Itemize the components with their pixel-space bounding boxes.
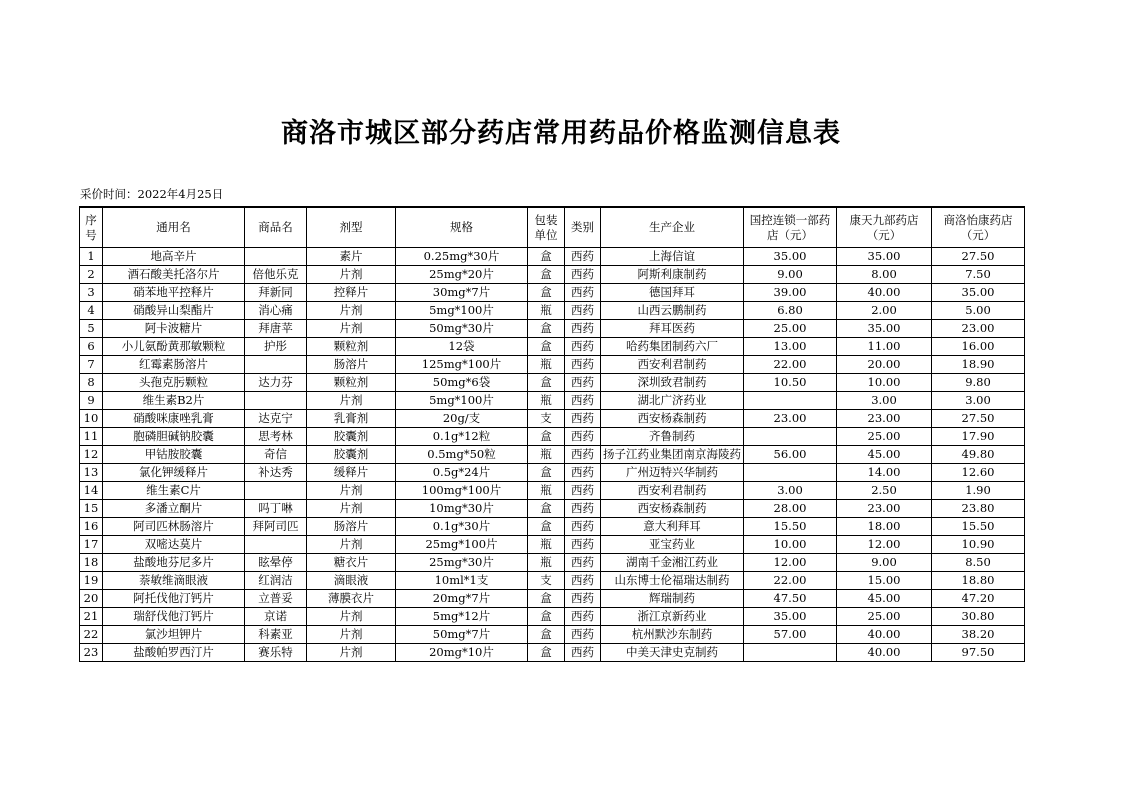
cell-price-kangtian: 45.00 — [837, 446, 932, 464]
cell-package-unit: 盒 — [528, 374, 565, 392]
table-row — [80, 608, 1025, 626]
cell-price-kangtian: 14.00 — [837, 464, 932, 482]
cell-manufacturer: 亚宝药业 — [601, 536, 744, 554]
document-title: 商洛市城区部分药店常用药品价格监测信息表 — [281, 118, 841, 149]
cell-manufacturer: 山东博士伦福瑞达制药 — [601, 572, 744, 590]
cell-package-unit: 盒 — [528, 626, 565, 644]
cell-category: 西药 — [565, 500, 601, 518]
cell-price-guokong: 10.00 — [744, 536, 837, 554]
cell-package-unit: 瓶 — [528, 554, 565, 572]
cell-brand-name: 拜新同 — [245, 284, 307, 302]
cell-price-guokong — [744, 392, 837, 410]
header-manufacturer: 生产企业 — [601, 207, 744, 248]
table-row — [80, 518, 1025, 536]
cell-package-unit: 盒 — [528, 518, 565, 536]
cell-package-unit: 瓶 — [528, 536, 565, 554]
cell-generic-name: 维生素C片 — [103, 482, 245, 500]
cell-index: 17 — [80, 536, 103, 554]
cell-price-yikang: 23.00 — [932, 320, 1025, 338]
cell-price-guokong: 39.00 — [744, 284, 837, 302]
cell-index: 15 — [80, 500, 103, 518]
cell-generic-name: 盐酸帕罗西汀片 — [103, 644, 245, 662]
cell-price-guokong: 15.50 — [744, 518, 837, 536]
cell-specification: 10mg*30片 — [396, 500, 528, 518]
cell-dosage-form: 胶囊剂 — [307, 446, 396, 464]
cell-package-unit: 盒 — [528, 284, 565, 302]
table-row — [80, 446, 1025, 464]
table-row — [80, 482, 1025, 500]
cell-index: 6 — [80, 338, 103, 356]
cell-category: 西药 — [565, 428, 601, 446]
cell-dosage-form: 颗粒剂 — [307, 338, 396, 356]
table-row — [80, 572, 1025, 590]
table-row — [80, 428, 1025, 446]
cell-price-yikang: 15.50 — [932, 518, 1025, 536]
cell-price-kangtian: 23.00 — [837, 500, 932, 518]
cell-price-yikang: 16.00 — [932, 338, 1025, 356]
cell-category: 西药 — [565, 608, 601, 626]
cell-specification: 25mg*30片 — [396, 554, 528, 572]
cell-price-kangtian: 40.00 — [837, 644, 932, 662]
cell-price-yikang: 17.90 — [932, 428, 1025, 446]
cell-price-guokong: 56.00 — [744, 446, 837, 464]
cell-specification: 125mg*100片 — [396, 356, 528, 374]
cell-manufacturer: 杭州默沙东制药 — [601, 626, 744, 644]
table-body — [80, 248, 1025, 662]
cell-manufacturer: 西安利君制药 — [601, 482, 744, 500]
cell-specification: 0.5g*24片 — [396, 464, 528, 482]
cell-manufacturer: 中美天津史克制药 — [601, 644, 744, 662]
table-row — [80, 338, 1025, 356]
cell-generic-name: 瑞舒伐他汀钙片 — [103, 608, 245, 626]
cell-manufacturer: 齐鲁制药 — [601, 428, 744, 446]
cell-package-unit: 瓶 — [528, 356, 565, 374]
cell-index: 10 — [80, 410, 103, 428]
cell-manufacturer: 意大利拜耳 — [601, 518, 744, 536]
cell-brand-name: 吗丁啉 — [245, 500, 307, 518]
header-dosage-form: 剂型 — [307, 207, 396, 248]
cell-index: 19 — [80, 572, 103, 590]
table-row — [80, 464, 1025, 482]
cell-generic-name: 头孢克肟颗粒 — [103, 374, 245, 392]
cell-price-guokong: 35.00 — [744, 608, 837, 626]
cell-price-kangtian: 3.00 — [837, 392, 932, 410]
cell-brand-name: 达力芬 — [245, 374, 307, 392]
cell-price-yikang: 10.90 — [932, 536, 1025, 554]
cell-price-yikang: 1.90 — [932, 482, 1025, 500]
cell-index: 3 — [80, 284, 103, 302]
cell-specification: 0.1g*12粒 — [396, 428, 528, 446]
cell-price-guokong: 25.00 — [744, 320, 837, 338]
cell-category: 西药 — [565, 644, 601, 662]
cell-manufacturer: 湖北广济药业 — [601, 392, 744, 410]
cell-manufacturer: 德国拜耳 — [601, 284, 744, 302]
cell-price-yikang: 18.80 — [932, 572, 1025, 590]
cell-manufacturer: 广州迈特兴华制药 — [601, 464, 744, 482]
cell-specification: 12袋 — [396, 338, 528, 356]
cell-specification: 50mg*30片 — [396, 320, 528, 338]
cell-index: 11 — [80, 428, 103, 446]
cell-price-guokong: 22.00 — [744, 572, 837, 590]
cell-dosage-form: 糖衣片 — [307, 554, 396, 572]
header-price-yikang: 商洛怡康药店（元） — [932, 207, 1025, 248]
cell-category: 西药 — [565, 320, 601, 338]
cell-generic-name: 多潘立酮片 — [103, 500, 245, 518]
header-price-kangtian: 康天九部药店（元） — [837, 207, 932, 248]
cell-generic-name: 氯沙坦钾片 — [103, 626, 245, 644]
cell-price-kangtian: 11.00 — [837, 338, 932, 356]
cell-dosage-form: 片剂 — [307, 392, 396, 410]
cell-price-guokong: 22.00 — [744, 356, 837, 374]
cell-index: 4 — [80, 302, 103, 320]
cell-dosage-form: 片剂 — [307, 644, 396, 662]
cell-brand-name: 红润洁 — [245, 572, 307, 590]
cell-price-guokong: 13.00 — [744, 338, 837, 356]
header-brand-name: 商品名 — [245, 207, 307, 248]
table-row — [80, 644, 1025, 662]
table-row — [80, 590, 1025, 608]
cell-dosage-form: 滴眼液 — [307, 572, 396, 590]
header-category: 类别 — [565, 207, 601, 248]
cell-index: 21 — [80, 608, 103, 626]
cell-category: 西药 — [565, 536, 601, 554]
cell-brand-name — [245, 536, 307, 554]
cell-price-kangtian: 20.00 — [837, 356, 932, 374]
cell-manufacturer: 浙江京新药业 — [601, 608, 744, 626]
cell-specification: 0.5mg*50粒 — [396, 446, 528, 464]
cell-price-yikang: 5.00 — [932, 302, 1025, 320]
cell-price-kangtian: 45.00 — [837, 590, 932, 608]
cell-category: 西药 — [565, 572, 601, 590]
cell-brand-name: 京诺 — [245, 608, 307, 626]
cell-package-unit: 瓶 — [528, 446, 565, 464]
survey-date: 采价时间：2022年4月25日 — [80, 187, 224, 201]
cell-brand-name: 消心痛 — [245, 302, 307, 320]
cell-category: 西药 — [565, 356, 601, 374]
cell-dosage-form: 控释片 — [307, 284, 396, 302]
cell-generic-name: 阿司匹林肠溶片 — [103, 518, 245, 536]
cell-package-unit: 盒 — [528, 644, 565, 662]
cell-brand-name: 补达秀 — [245, 464, 307, 482]
cell-price-kangtian: 18.00 — [837, 518, 932, 536]
cell-price-guokong: 12.00 — [744, 554, 837, 572]
cell-price-kangtian: 9.00 — [837, 554, 932, 572]
cell-index: 2 — [80, 266, 103, 284]
cell-category: 西药 — [565, 446, 601, 464]
cell-package-unit: 支 — [528, 572, 565, 590]
cell-generic-name: 盐酸地芬尼多片 — [103, 554, 245, 572]
cell-manufacturer: 西安杨森制药 — [601, 410, 744, 428]
cell-index: 18 — [80, 554, 103, 572]
cell-price-yikang: 8.50 — [932, 554, 1025, 572]
cell-price-kangtian: 12.00 — [837, 536, 932, 554]
cell-price-guokong — [744, 428, 837, 446]
cell-specification: 20mg*7片 — [396, 590, 528, 608]
cell-index: 5 — [80, 320, 103, 338]
cell-brand-name: 达克宁 — [245, 410, 307, 428]
cell-dosage-form: 片剂 — [307, 302, 396, 320]
cell-price-yikang: 12.60 — [932, 464, 1025, 482]
table-row — [80, 248, 1025, 266]
cell-specification: 50mg*7片 — [396, 626, 528, 644]
header-generic-name: 通用名 — [103, 207, 245, 248]
cell-price-guokong: 47.50 — [744, 590, 837, 608]
cell-price-yikang: 7.50 — [932, 266, 1025, 284]
price-table — [79, 206, 1025, 662]
cell-price-kangtian: 25.00 — [837, 428, 932, 446]
cell-dosage-form: 缓释片 — [307, 464, 396, 482]
cell-specification: 10ml*1支 — [396, 572, 528, 590]
cell-generic-name: 维生素B2片 — [103, 392, 245, 410]
cell-manufacturer: 山西云鹏制药 — [601, 302, 744, 320]
cell-index: 12 — [80, 446, 103, 464]
cell-price-guokong: 35.00 — [744, 248, 837, 266]
cell-brand-name: 拜唐苹 — [245, 320, 307, 338]
cell-brand-name: 倍他乐克 — [245, 266, 307, 284]
cell-price-yikang: 23.80 — [932, 500, 1025, 518]
cell-price-kangtian: 8.00 — [837, 266, 932, 284]
cell-dosage-form: 薄膜衣片 — [307, 590, 396, 608]
cell-specification: 100mg*100片 — [396, 482, 528, 500]
cell-brand-name: 立普妥 — [245, 590, 307, 608]
cell-category: 西药 — [565, 464, 601, 482]
cell-package-unit: 盒 — [528, 338, 565, 356]
header-specification: 规格 — [396, 207, 528, 248]
cell-category: 西药 — [565, 626, 601, 644]
cell-price-guokong: 3.00 — [744, 482, 837, 500]
cell-generic-name: 酒石酸美托洛尔片 — [103, 266, 245, 284]
cell-dosage-form: 肠溶片 — [307, 356, 396, 374]
cell-generic-name: 胞磷胆碱钠胶囊 — [103, 428, 245, 446]
cell-price-kangtian: 35.00 — [837, 320, 932, 338]
table-row — [80, 500, 1025, 518]
cell-generic-name: 氯化钾缓释片 — [103, 464, 245, 482]
cell-category: 西药 — [565, 518, 601, 536]
cell-dosage-form: 片剂 — [307, 266, 396, 284]
cell-price-guokong: 9.00 — [744, 266, 837, 284]
table-row — [80, 554, 1025, 572]
cell-category: 西药 — [565, 374, 601, 392]
cell-category: 西药 — [565, 338, 601, 356]
table-row — [80, 392, 1025, 410]
cell-package-unit: 盒 — [528, 590, 565, 608]
cell-specification: 25mg*20片 — [396, 266, 528, 284]
cell-generic-name: 硝酸咪康唑乳膏 — [103, 410, 245, 428]
cell-index: 14 — [80, 482, 103, 500]
cell-price-yikang: 27.50 — [932, 248, 1025, 266]
cell-category: 西药 — [565, 302, 601, 320]
cell-price-guokong: 10.50 — [744, 374, 837, 392]
cell-price-kangtian: 40.00 — [837, 284, 932, 302]
cell-package-unit: 瓶 — [528, 302, 565, 320]
table-row — [80, 410, 1025, 428]
cell-category: 西药 — [565, 482, 601, 500]
cell-price-yikang: 97.50 — [932, 644, 1025, 662]
cell-price-yikang: 3.00 — [932, 392, 1025, 410]
cell-category: 西药 — [565, 266, 601, 284]
cell-generic-name: 红霉素肠溶片 — [103, 356, 245, 374]
cell-index: 7 — [80, 356, 103, 374]
cell-category: 西药 — [565, 410, 601, 428]
header-price-guokong: 国控连锁一部药店（元） — [744, 207, 837, 248]
table-row — [80, 284, 1025, 302]
cell-package-unit: 盒 — [528, 500, 565, 518]
cell-generic-name: 硝苯地平控释片 — [103, 284, 245, 302]
cell-dosage-form: 片剂 — [307, 500, 396, 518]
cell-brand-name: 护彤 — [245, 338, 307, 356]
cell-manufacturer: 西安利君制药 — [601, 356, 744, 374]
cell-brand-name: 奇信 — [245, 446, 307, 464]
cell-specification: 0.25mg*30片 — [396, 248, 528, 266]
cell-manufacturer: 湖南千金湘江药业 — [601, 554, 744, 572]
cell-specification: 20mg*10片 — [396, 644, 528, 662]
cell-dosage-form: 片剂 — [307, 536, 396, 554]
cell-category: 西药 — [565, 248, 601, 266]
cell-price-kangtian: 15.00 — [837, 572, 932, 590]
cell-manufacturer: 上海信谊 — [601, 248, 744, 266]
cell-brand-name: 拜阿司匹 — [245, 518, 307, 536]
cell-price-yikang: 49.80 — [932, 446, 1025, 464]
cell-brand-name — [245, 482, 307, 500]
cell-package-unit: 盒 — [528, 464, 565, 482]
cell-dosage-form: 乳膏剂 — [307, 410, 396, 428]
cell-index: 9 — [80, 392, 103, 410]
cell-package-unit: 盒 — [528, 266, 565, 284]
cell-index: 1 — [80, 248, 103, 266]
cell-price-yikang: 27.50 — [932, 410, 1025, 428]
cell-package-unit: 盒 — [528, 320, 565, 338]
cell-specification: 5mg*100片 — [396, 392, 528, 410]
cell-specification: 5mg*100片 — [396, 302, 528, 320]
cell-manufacturer: 拜耳医药 — [601, 320, 744, 338]
cell-price-yikang: 30.80 — [932, 608, 1025, 626]
cell-brand-name — [245, 356, 307, 374]
cell-specification: 5mg*12片 — [396, 608, 528, 626]
cell-manufacturer: 阿斯利康制药 — [601, 266, 744, 284]
cell-generic-name: 甲钴胺胶囊 — [103, 446, 245, 464]
cell-price-kangtian: 35.00 — [837, 248, 932, 266]
cell-dosage-form: 片剂 — [307, 608, 396, 626]
cell-price-guokong — [744, 644, 837, 662]
cell-specification: 0.1g*30片 — [396, 518, 528, 536]
cell-price-kangtian: 2.00 — [837, 302, 932, 320]
cell-specification: 20g/支 — [396, 410, 528, 428]
cell-manufacturer: 哈药集团制药六厂 — [601, 338, 744, 356]
cell-price-guokong: 23.00 — [744, 410, 837, 428]
table-row — [80, 266, 1025, 284]
cell-package-unit: 盒 — [528, 608, 565, 626]
cell-brand-name: 眩晕停 — [245, 554, 307, 572]
cell-dosage-form: 片剂 — [307, 482, 396, 500]
cell-generic-name: 阿卡波糖片 — [103, 320, 245, 338]
cell-package-unit: 支 — [528, 410, 565, 428]
cell-package-unit: 盒 — [528, 428, 565, 446]
cell-brand-name: 科素亚 — [245, 626, 307, 644]
cell-price-yikang: 38.20 — [932, 626, 1025, 644]
cell-generic-name: 硝酸异山梨酯片 — [103, 302, 245, 320]
cell-brand-name: 赛乐特 — [245, 644, 307, 662]
cell-dosage-form: 肠溶片 — [307, 518, 396, 536]
table-row — [80, 374, 1025, 392]
cell-price-yikang: 47.20 — [932, 590, 1025, 608]
cell-price-kangtian: 2.50 — [837, 482, 932, 500]
cell-manufacturer: 辉瑞制药 — [601, 590, 744, 608]
cell-specification: 25mg*100片 — [396, 536, 528, 554]
cell-price-kangtian: 40.00 — [837, 626, 932, 644]
cell-price-guokong: 6.80 — [744, 302, 837, 320]
cell-generic-name: 萘敏维滴眼液 — [103, 572, 245, 590]
cell-brand-name — [245, 392, 307, 410]
cell-price-kangtian: 25.00 — [837, 608, 932, 626]
cell-brand-name: 思考林 — [245, 428, 307, 446]
cell-generic-name: 阿托伐他汀钙片 — [103, 590, 245, 608]
cell-price-guokong — [744, 464, 837, 482]
cell-dosage-form: 胶囊剂 — [307, 428, 396, 446]
cell-dosage-form: 片剂 — [307, 626, 396, 644]
cell-package-unit: 瓶 — [528, 482, 565, 500]
table-row — [80, 626, 1025, 644]
table-row — [80, 320, 1025, 338]
cell-price-yikang: 35.00 — [932, 284, 1025, 302]
cell-price-yikang: 9.80 — [932, 374, 1025, 392]
header-package-unit: 包装单位 — [528, 207, 565, 248]
table-row — [80, 536, 1025, 554]
cell-generic-name: 小儿氨酚黄那敏颗粒 — [103, 338, 245, 356]
cell-index: 20 — [80, 590, 103, 608]
cell-manufacturer: 深圳致君制药 — [601, 374, 744, 392]
cell-dosage-form: 颗粒剂 — [307, 374, 396, 392]
table-row — [80, 356, 1025, 374]
table-header-row — [80, 207, 1025, 248]
cell-specification: 50mg*6袋 — [396, 374, 528, 392]
cell-specification: 30mg*7片 — [396, 284, 528, 302]
cell-package-unit: 瓶 — [528, 392, 565, 410]
cell-index: 23 — [80, 644, 103, 662]
header-index: 序号 — [80, 207, 103, 248]
cell-category: 西药 — [565, 590, 601, 608]
cell-generic-name: 双嘧达莫片 — [103, 536, 245, 554]
cell-index: 22 — [80, 626, 103, 644]
cell-price-kangtian: 10.00 — [837, 374, 932, 392]
cell-manufacturer: 扬子江药业集团南京海陵药 — [601, 446, 744, 464]
cell-category: 西药 — [565, 392, 601, 410]
cell-dosage-form: 片剂 — [307, 320, 396, 338]
cell-manufacturer: 西安杨森制药 — [601, 500, 744, 518]
cell-price-yikang: 18.90 — [932, 356, 1025, 374]
table-row — [80, 302, 1025, 320]
cell-index: 8 — [80, 374, 103, 392]
cell-category: 西药 — [565, 554, 601, 572]
cell-price-kangtian: 23.00 — [837, 410, 932, 428]
cell-price-guokong: 57.00 — [744, 626, 837, 644]
cell-index: 16 — [80, 518, 103, 536]
cell-category: 西药 — [565, 284, 601, 302]
cell-generic-name: 地高辛片 — [103, 248, 245, 266]
cell-brand-name — [245, 248, 307, 266]
cell-index: 13 — [80, 464, 103, 482]
cell-price-guokong: 28.00 — [744, 500, 837, 518]
cell-dosage-form: 素片 — [307, 248, 396, 266]
cell-package-unit: 盒 — [528, 248, 565, 266]
